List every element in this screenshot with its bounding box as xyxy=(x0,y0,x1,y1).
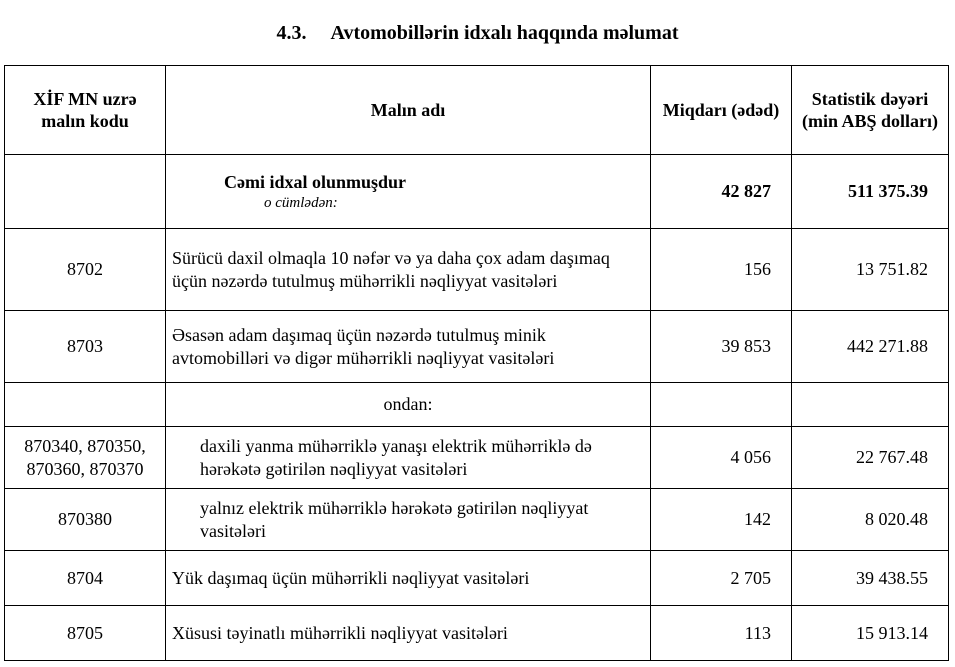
sub-row-quantity: 142 xyxy=(651,489,792,551)
row-quantity: 2 705 xyxy=(651,551,792,606)
header-code: XİF MN uzrə malın kodu xyxy=(5,66,166,155)
table-row xyxy=(5,606,949,661)
sub-row-quantity: 4 056 xyxy=(651,427,792,489)
header-quantity: Miqdarı (ədəd) xyxy=(651,66,792,155)
total-label: Cəmi idxal olunmuşdur xyxy=(224,172,407,192)
ondan-code xyxy=(5,383,166,427)
row-quantity: 156 xyxy=(651,229,792,311)
sub-row xyxy=(5,489,949,551)
row-value: 39 438.55 xyxy=(792,551,949,606)
sub-row-name: yalnız elektrik mühərriklə hərəkətə gətirilən nəqliyyat vasitələri xyxy=(166,489,651,551)
sub-row-value: 8 020.48 xyxy=(792,489,949,551)
ondan-row xyxy=(5,383,949,427)
section-title: Avtomobillərin idxalı haqqında məlumat xyxy=(330,22,679,44)
sub-row-code: 870380 xyxy=(5,489,166,551)
page-title xyxy=(0,20,955,46)
ondan-label: ondan: xyxy=(166,383,651,427)
total-code xyxy=(5,155,166,229)
row-code: 8705 xyxy=(5,606,166,661)
row-code: 8704 xyxy=(5,551,166,606)
row-name: Yük daşımaq üçün mühərrikli nəqliyyat vasitələri xyxy=(166,551,651,606)
row-code: 8703 xyxy=(5,311,166,383)
total-quantity: 42 827 xyxy=(651,155,792,229)
row-name: Sürücü daxil olmaqla 10 nəfər və ya daha çox adam daşımaq üçün nəzərdə tutulmuş mühərrikli nəqliyyat vasitələri xyxy=(166,229,651,311)
table-row xyxy=(5,311,949,383)
total-value: 511 375.39 xyxy=(792,155,949,229)
sub-row xyxy=(5,427,949,489)
table-row xyxy=(5,229,949,311)
row-code: 8702 xyxy=(5,229,166,311)
total-label-cell xyxy=(166,155,651,229)
row-value: 442 271.88 xyxy=(792,311,949,383)
row-name: Xüsusi təyinatlı mühərrikli nəqliyyat vasitələri xyxy=(166,606,651,661)
ondan-quantity xyxy=(651,383,792,427)
row-quantity: 113 xyxy=(651,606,792,661)
sub-row-name: daxili yanma mühərriklə yanaşı elektrik mühərriklə də hərəkətə gətirilən nəqliyyat vasitələri xyxy=(166,427,651,489)
row-quantity: 39 853 xyxy=(651,311,792,383)
total-row xyxy=(5,155,949,229)
header-value: Statistik dəyəri (min ABŞ dolları) xyxy=(792,66,949,155)
row-value: 13 751.82 xyxy=(792,229,949,311)
section-number: 4.3. xyxy=(276,22,307,44)
row-name: Əsasən adam daşımaq üçün nəzərdə tutulmuş minik avtomobilləri və digər mühərrikli nəqliyyat vasitələri xyxy=(166,311,651,383)
import-table xyxy=(4,65,949,661)
sub-row-code: 870340, 870350, 870360, 870370 xyxy=(5,427,166,489)
table-row xyxy=(5,551,949,606)
row-value: 15 913.14 xyxy=(792,606,949,661)
ondan-value xyxy=(792,383,949,427)
sub-row-value: 22 767.48 xyxy=(792,427,949,489)
total-sublabel: o cümlədən: xyxy=(264,195,338,211)
header-name: Malın adı xyxy=(166,66,651,155)
header-row xyxy=(5,66,949,155)
